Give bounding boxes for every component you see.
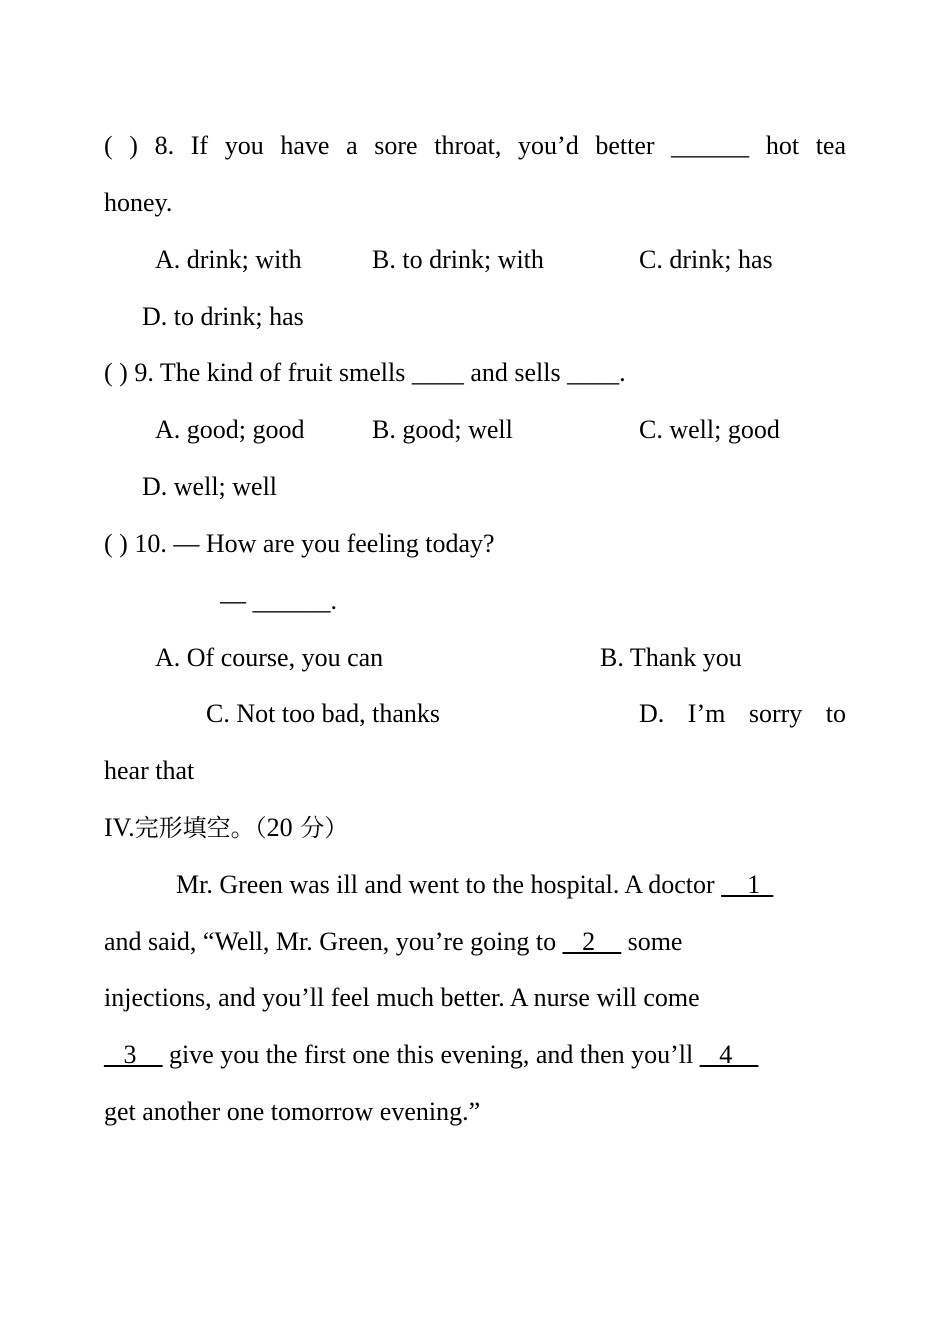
passage-line-3: injections, and you’ll feel much better. A nurse will come — [104, 983, 700, 1012]
section-title-cn-end: 分） — [292, 814, 349, 842]
cloze-blank-2: _ 2__ — [562, 927, 622, 956]
cloze-blank-3: _ 3__ — [104, 1040, 163, 1069]
passage-text: Mr. Green was ill and went to the hospital. A doctor — [176, 870, 722, 899]
question-8-stem-continuation: honey. — [104, 188, 173, 217]
question-10-reply: — ______. — [220, 586, 337, 615]
passage-line-1 — [176, 869, 773, 901]
question-8-option-d: D. to drink; has — [142, 302, 304, 331]
section-title-cn: 完形填空。（ — [134, 814, 267, 842]
question-8-option-c: C. drink; has — [639, 245, 773, 274]
question-9-option-c: C. well; good — [639, 415, 780, 444]
question-10-option-c: C. Not too bad, thanks — [206, 699, 440, 728]
question-9-option-d: D. well; well — [142, 472, 278, 501]
passage-line-4 — [104, 1039, 758, 1071]
question-8-stem: ( ) 8. If you have a sore throat, you’d better ______ hot tea — [104, 131, 846, 160]
question-10-option-d-continuation: hear that — [104, 756, 195, 785]
question-10-option-a: A. Of course, you can — [155, 643, 384, 672]
question-9-stem: ( ) 9. The kind of fruit smells ____ and sells ____. — [104, 358, 626, 387]
passage-text: give you the first one this evening, and then you’ll — [162, 1040, 700, 1069]
section-points: 20 — [266, 813, 293, 842]
cloze-blank-4: _ 4__ — [699, 1040, 759, 1069]
cloze-blank-1: __1_ — [721, 870, 774, 899]
question-9-option-b: B. good; well — [372, 415, 513, 444]
question-10-option-b: B. Thank you — [600, 643, 742, 672]
question-8-option-a: A. drink; with — [155, 245, 302, 274]
passage-line-2 — [104, 926, 682, 958]
section-roman-numeral: IV. — [104, 813, 135, 842]
passage-text: some — [621, 927, 683, 956]
question-8-option-b: B. to drink; with — [372, 245, 544, 274]
question-10-option-d: D. I’m sorry to — [639, 699, 846, 728]
passage-text: and said, “Well, Mr. Green, you’re going to — [104, 927, 563, 956]
question-10-stem: ( ) 10. — How are you feeling today? — [104, 529, 495, 558]
passage-line-5: get another one tomorrow evening.” — [104, 1097, 481, 1126]
question-9-option-a: A. good; good — [155, 415, 305, 444]
section-heading — [104, 812, 348, 844]
